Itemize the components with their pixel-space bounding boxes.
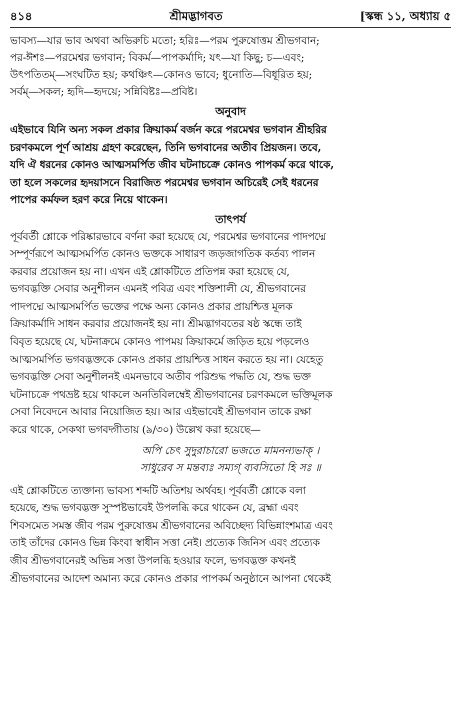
translation-line: চরণকমলে পূর্ণ আশ্রয় গ্রহণ করেছেন, তিনি ভগবানের অতীব প্রিয়জন। তবে, bbox=[10, 140, 322, 154]
purport-line: আত্মসমর্পিত ভগবদ্ভক্তকে কোনও প্রকার প্রায়শ্চিত্ত সাধন করতে হয় না। যেহেতু bbox=[10, 353, 324, 366]
purport-line: শিবসমেত সমস্ত জীব পরম পুরুষোত্তম শ্রীভগবানের অবিচ্ছেদ্য বিভিন্নাংশমাত্র এবং bbox=[10, 519, 333, 532]
synonyms-section bbox=[10, 33, 451, 101]
synonyms-line: ভাবস্য—যার ভাব অথবা অভিরুচি মতো; হরিঃ—পরম পুরুষোত্তম শ্রীভগবান; bbox=[10, 35, 320, 47]
quoted-verse bbox=[10, 443, 451, 477]
page-number: ৪১৪ bbox=[10, 9, 33, 23]
purport-line: সম্পূর্ণরূপে আত্মসমর্পিত কোনও ভক্তকে সাধারণ জড়জাগতিক কর্তব্য পালন bbox=[10, 248, 316, 261]
translation-heading: অনুবাদ bbox=[215, 105, 246, 118]
verse-line: অপি চেৎ সুদুরাচারো ভজতে মামনন্যভাক্ । bbox=[141, 444, 320, 457]
purport-line: ভগবদ্ভক্তি সেবা অনুশীলনই এমনভাবে অতীব পরিশুদ্ধ পদ্ধতি যে, শুদ্ধ ভক্ত bbox=[10, 371, 311, 384]
purport-heading: তাৎপর্য bbox=[215, 212, 246, 226]
synonyms-line: উৎপতিতম্—সংঘটিত হয়; কথঞ্চিৎ—কোনও ভাবে; ধুনোতি—বিধূরিত হয়; bbox=[10, 69, 313, 81]
synonyms-line: সর্বম্—সকল; হৃদি—হৃদয়ে; সন্নিবিষ্টঃ—প্রবিষ্ট। bbox=[10, 86, 198, 98]
translation-line: এইভাবে যিনি অন্য সকল প্রকার ক্রিয়াকর্ম বর্জন করে পরমেশ্বর ভগবান শ্রীহরির bbox=[10, 123, 327, 136]
synonyms-line: পর-ঈশঃ—পরমেশ্বর ভগবান; বিকর্ম—পাপকর্মাদি; যৎ—যা কিছু; চ—এবং; bbox=[10, 52, 305, 64]
book-title: শ্রীমদ্ভাগবত bbox=[169, 9, 223, 23]
purport-section bbox=[10, 229, 451, 589]
purport-line: জীব শ্রীভগবানেরই অভিন্ন সত্তা উপলব্ধি হওয়ার ফলে, ভগবদ্ভক্ত কখনই bbox=[10, 555, 296, 567]
purport-line: এই শ্লোকটিতে ত্যক্তান্য ভাবস্য শব্দটি অতিশয় অর্থবহ। পূর্ববর্তী শ্লোকে বলা bbox=[10, 484, 306, 497]
translation-line: পাপের কর্মফল হরণ করে নিয়ে থাকেন। bbox=[10, 193, 168, 206]
translation-section bbox=[10, 121, 451, 209]
purport-line: ক্রিয়াকর্মাদি সাধন করবার প্রয়োজনই হয় না। শ্রীমদ্ভাগবতের ষষ্ঠ স্কন্ধে তাই bbox=[10, 318, 302, 331]
chapter-reference: [স্কন্ধ ১১, অধ্যায় ৫ bbox=[359, 9, 451, 23]
purport-line: করবার প্রয়োজন হয় না। এখন এই শ্লোকটিতে প্রতিপন্ন করা হয়েছে যে, bbox=[10, 265, 290, 278]
purport-line: ঘটনাচক্রে পথভ্রষ্ট হয়ে থাকলে অনতিবিলম্বেই শ্রীভগবানের চরণকমলে ভক্তিমূলক bbox=[10, 388, 333, 401]
verse-line: সাধুরেব স মন্তব্যঃ সম্যগ্ ব্যবসিতো হি সঃ ॥ bbox=[140, 461, 321, 474]
purport-line: শ্রীভগবানের আদেশ অমান্য করে কোনও প্রকার পাপকর্ম অনুষ্ঠানে আপনা থেকেই bbox=[10, 572, 331, 585]
page-header bbox=[10, 8, 451, 28]
purport-line: করে থাকে, সেকথা ভগবদ্গীতায় (৯/৩০) উল্লেখ করা হয়েছে— bbox=[10, 424, 261, 437]
purport-line: হয়েছে, শুদ্ধ ভগবদ্ভক্ত সুস্পষ্টভাবেই উপলব্ধি করে থাকেন যে, ব্রহ্মা এবং bbox=[10, 502, 299, 515]
purport-line: তাই তাঁদের কোনও ভিন্ন কিংবা স্বাধীন সত্তা নেই। প্রত্যেক জিনিস এবং প্রত্যেক bbox=[10, 537, 320, 550]
purport-line: সেবা নিবেদনে আবার নিয়োজিত হয়। আর এইভাবেই শ্রীভগবান তাকে রক্ষা bbox=[10, 406, 312, 419]
purport-line: ভগবদ্ভক্তি সেবার অনুশীলন এমনই পবিত্র এবং শক্তিশালী যে, শ্রীভগবানের bbox=[10, 283, 306, 296]
translation-line: যদি ঐ ধরনের কোনও আত্মসমর্পিত জীব ঘটনাচক্রে কোনও পাপকর্ম করে থাকে, bbox=[10, 158, 334, 171]
translation-line: তা হলে সকলের হৃদয়াসনে বিরাজিত পরমেশ্বর ভগবান অচিরেই সেই ধরনের bbox=[10, 175, 319, 189]
purport-line: পূর্ববর্তী শ্লোকে পরিষ্কারভাবে বর্ণনা করা হয়েছে যে, পরমেশ্বর ভগবানের পাদপদ্মে bbox=[10, 230, 326, 243]
purport-line: বিবৃত হয়েছে যে, ঘটনাক্রমে কোনও পাপময় ক্রিয়াকর্মে জড়িত হয়ে পড়লেও bbox=[10, 336, 310, 349]
purport-line: পাদপদ্মে আত্মসমর্পিত ভক্তের পক্ষে অন্য কোনও প্রকার প্রায়শ্চিত্ত মূলক bbox=[10, 300, 293, 313]
